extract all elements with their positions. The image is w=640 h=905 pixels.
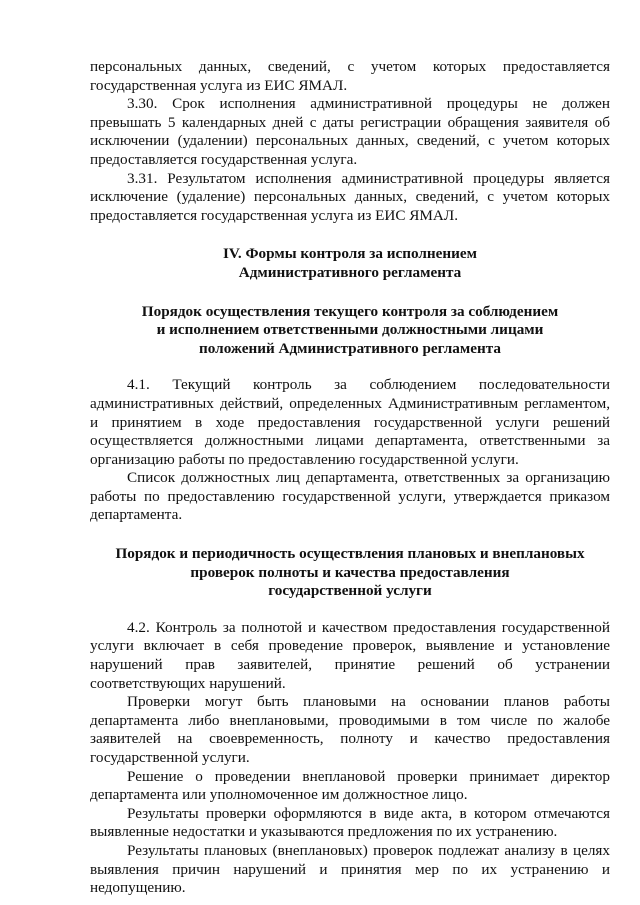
paragraph-3-29-tail: персональных данных, сведений, с учетом которых предоставляется государственная услуга из ЕИС ЯМАЛ. (90, 58, 610, 94)
subsection-2-line-1: Порядок и периодичность осуществления плановых и внеплановых (115, 545, 585, 563)
subsection-2-line-2: проверок полноты и качества предоставления (190, 563, 510, 581)
paragraph-4-2: 4.2. Контроль за полнотой и качеством предоставления государственной услуги включает в себя проведение проверок, выявление и установление нарушений прав заявителей, принятие решений об устранении соответствующих нарушений. (90, 618, 610, 692)
paragraph-4-2-decision: Решение о проведении внеплановой проверки принимает директор департамента или уполномоченное им должностное лицо. (90, 767, 610, 804)
paragraph-4-2-checks: Проверки могут быть плановыми на основании планов работы департамента либо внеплановыми, проводимыми в том числе по жалобе заявителей на своевременность, полноту и качество предоставления государственной услуги. (90, 693, 610, 766)
document-page (90, 58, 610, 898)
paragraph-4-1: 4.1. Текущий контроль за соблюдением последовательности административных действий, определенных Административным регламентом, и принятием в ходе предоставления государственной услуги решений осуществляется должностными лицами департамента, ответственными за организацию работы по предоставлению государственной услуги. (90, 376, 610, 468)
subsection-1-line-1: Порядок осуществления текущего контроля за соблюдением (141, 302, 559, 320)
section-4-title-line-2: Административного регламента (238, 263, 462, 281)
paragraph-4-2-analysis: Результаты плановых (внеплановых) проверок подлежат анализу в целях выявления причин нарушений и принятия мер по их устранению и недопущению. (90, 841, 610, 897)
subsection-1-line-3: положений Административного регламента (199, 339, 501, 357)
subsection-1-line-2: и исполнением ответственными должностными лицами (156, 321, 544, 339)
paragraph-3-30: 3.30. Срок исполнения административной процедуры не должен превышать 5 календарных дней с даты регистрации обращения заявителя об исключении (удалении) персональных данных, сведений, с учетом которых предоставляется государственная услуга. (90, 95, 610, 168)
subsection-2-line-3: государственной услуги (268, 582, 432, 600)
paragraph-4-1-list: Список должностных лиц департамента, ответственных за организацию работы по предоставлению государственной услуги, утверждается приказом департамента. (90, 469, 610, 524)
subsection-current-control-title (90, 303, 610, 359)
subsection-inspections-title (90, 545, 610, 601)
section-4-title-line-1: IV. Формы контроля за исполнением (222, 245, 477, 263)
paragraph-4-2-results: Результаты проверки оформляются в виде акта, в котором отмечаются выявленные недостатки и указываются предложения по их устранению. (90, 804, 610, 841)
section-4-title (90, 245, 610, 282)
paragraph-3-31: 3.31. Результатом исполнения административной процедуры является исключение (удаление) персональных данных, сведений, с учетом которых предоставляется государственная услуга из ЕИС ЯМАЛ. (90, 169, 610, 224)
